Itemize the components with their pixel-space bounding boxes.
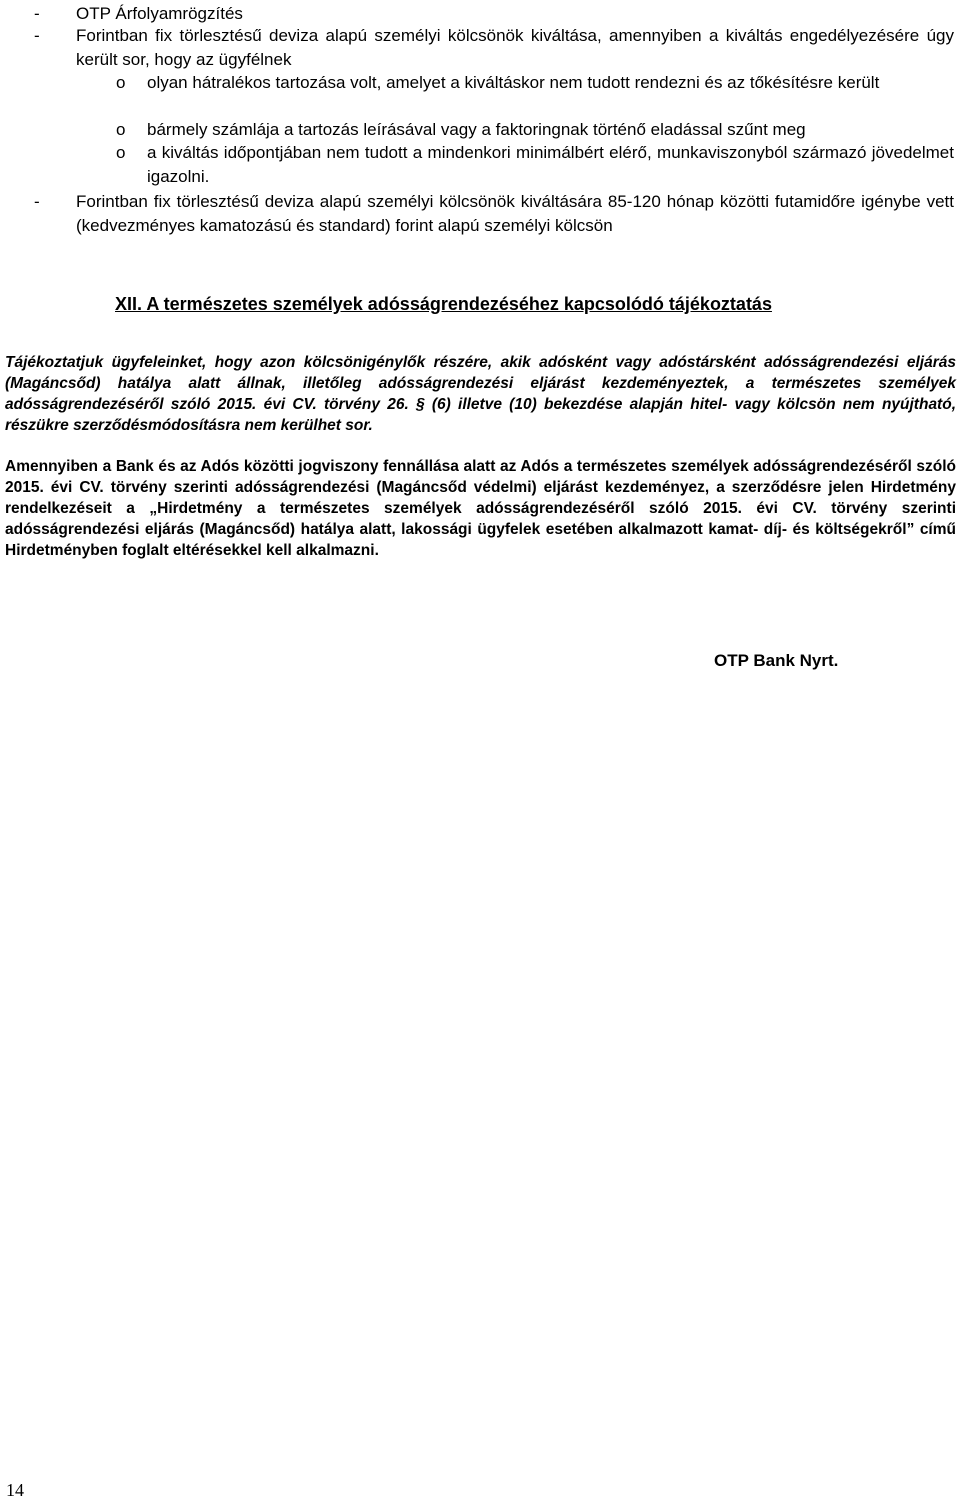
sub-list-item [0,118,960,142]
dash-marker: - [34,192,40,211]
list-item-text: Forintban fix törlesztésű deviza alapú személyi kölcsönök kiváltására 85-120 hónap közötti futamidőre igénybe vett (kedvezményes kamatozású és standard) forint alapú személyi kölcsön [76,192,954,235]
info-paragraph: Tájékoztatjuk ügyfeleinket, hogy azon kölcsönigénylők részére, akik adósként vagy adóstársként adósságrendezési eljárás (Magáncsőd) hatálya alatt állnak, illetőleg adósságrendezési eljárást kezdeményeztek, a természetes személyek adósságrendezéséről szóló 2015. évi CV. törvény 26. § (6) illetve (10) bekezdése alapján hitel- vagy kölcsön nem nyújtható, részükre szerződésmódosításra nem kerülhet sor. [5,354,956,434]
dash-marker: - [34,4,40,23]
info-paragraph: Amennyiben a Bank és az Adós közötti jogviszony fennállása alatt az Adós a természetes személyek adósságrendezéséről szóló 2015. évi CV. törvény szerinti adósságrendezési (Magáncsőd védelmi) eljárást kezdeményez, a szerződésre jelen Hirdetmény rendelkezéseit a „Hirdetmény a természetes személyek adósságrendezéséről szóló 2015. évi CV. törvény szerinti adósságrendezési eljárás (Magáncsőd) hatálya alatt, lakossági ügyfelek esetében alkalmazott kamat- díj- és költségekről” című Hirdetményben foglalt eltérésekkel kell alkalmazni. [5,458,956,559]
bank-signature: OTP Bank Nyrt. [714,651,839,670]
list-item-text: OTP Árfolyamrögzítés [76,4,243,23]
list-item [0,24,960,72]
sub-list-item [0,71,960,95]
list-item [0,2,960,26]
dash-marker: - [34,26,40,45]
sub-list-item-text: a kiváltás időpontjában nem tudott a mindenkori minimálbért elérő, munkaviszonyból származó jövedelmet igazolni. [147,143,954,186]
list-item [0,190,960,238]
list-item-text: Forintban fix törlesztésű deviza alapú személyi kölcsönök kiváltása, amennyiben a kiváltás engedélyezésére úgy került sor, hogy az ügyfélnek [76,26,954,69]
bullet-marker: o [116,143,126,162]
bullet-marker: o [116,120,126,139]
sub-list-item-text: bármely számlája a tartozás leírásával vagy a faktoringnak történő eladással szűnt meg [147,120,806,139]
page-number: 14 [6,1480,24,1500]
sub-list-item [0,141,960,189]
section-heading: XII. A természetes személyek adósságrendezéséhez kapcsolódó tájékoztatás [115,294,772,314]
sub-list-item-text: olyan hátralékos tartozása volt, amelyet a kiváltáskor nem tudott rendezni és az tőkésítésre került [147,73,880,92]
bullet-marker: o [116,73,126,92]
